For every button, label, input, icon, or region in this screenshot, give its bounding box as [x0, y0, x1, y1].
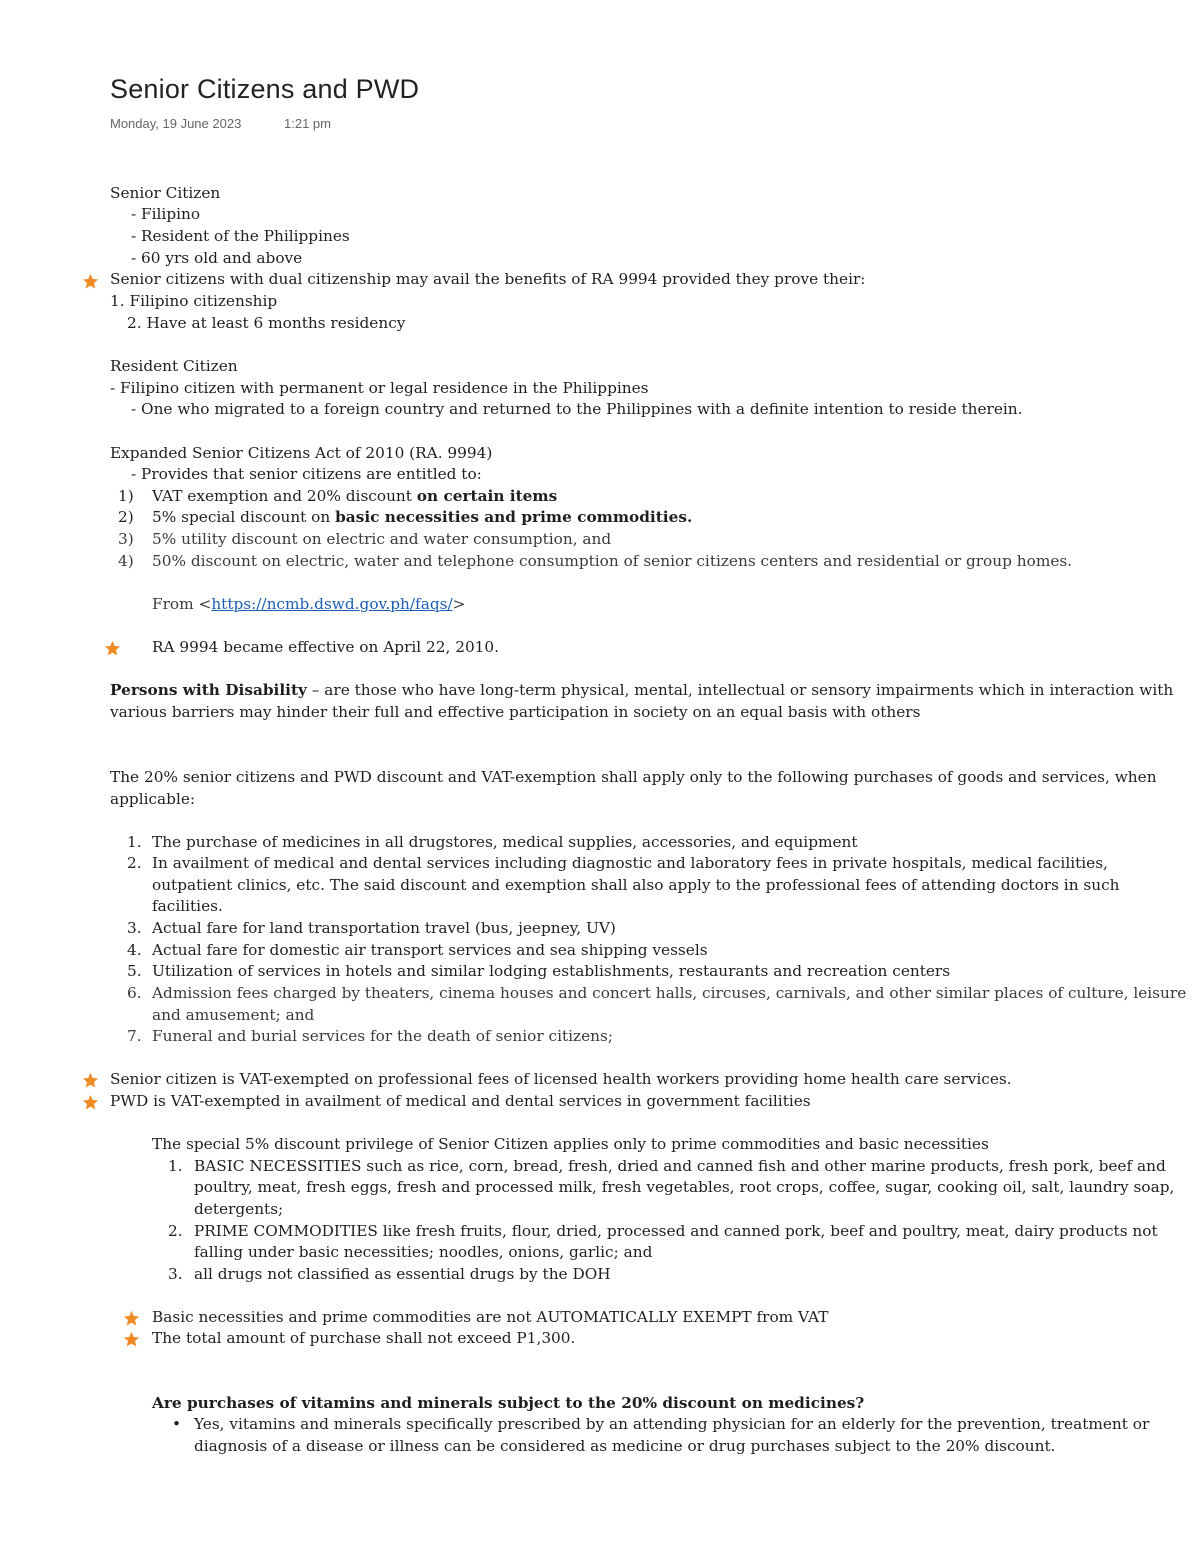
faq-question: Are purchases of vitamins and minerals subject to the 20% discount on medicines? [152, 1394, 865, 1412]
list-item: 50% discount on electric, water and telephone consumption of senior citizens centers and residential or group homes. [152, 552, 1073, 570]
senior-citizen-heading: Senior Citizen [110, 184, 221, 202]
list-item: 5% utility discount on electric and water consumption, and [152, 530, 612, 548]
list-number: 3. [168, 1265, 183, 1283]
list-item: Admission fees charged by theaters, cinema houses and concert halls, circuses, carnivals, and other similar places of culture, leisure [152, 984, 1187, 1002]
list-item: - Resident of the Philippines [131, 227, 350, 245]
list-item: In availment of medical and dental services including diagnostic and laboratory fees in private hospitals, medical facilities, [152, 854, 1108, 872]
faq-answer-cont: diagnosis of a disease or illness can be considered as medicine or drug purchases subject to the 20% discount. [194, 1437, 1056, 1455]
pwd-definition: Persons with Disability – are those who have long-term physical, mental, intellectual or sensory impairments which in interaction with [110, 681, 1174, 699]
pwd-definition-cont: various barriers may hinder their full and effective participation in society on an equal basis with others [110, 703, 921, 721]
list-item: Utilization of services in hotels and similar lodging establishments, restaurants and recreation centers [152, 962, 951, 980]
list-number: 7. [127, 1027, 142, 1045]
vat-note: Senior citizen is VAT-exempted on professional fees of licensed health workers providing home health care services. [110, 1070, 1012, 1088]
list-number: 1. [127, 833, 142, 851]
list-item: all drugs not classified as essential drugs by the DOH [194, 1265, 611, 1283]
list-item-cont: poultry, meat, fresh eggs, fresh and processed milk, fresh vegetables, root crops, coffee, sugar, cooking oil, salt, laundry soap, [194, 1178, 1175, 1196]
list-number: 2) [118, 508, 134, 526]
discount-intro-cont: applicable: [110, 790, 196, 808]
list-number: 1. [168, 1157, 183, 1175]
list-item: Actual fare for land transportation travel (bus, jeepney, UV) [152, 919, 616, 937]
faq-answer: Yes, vitamins and minerals specifically prescribed by an attending physician for an elderly for the prevention, treatment or [194, 1415, 1150, 1433]
discount-intro: The 20% senior citizens and PWD discount and VAT-exemption shall apply only to the following purchases of goods and services, when [110, 768, 1157, 786]
list-item-cont: detergents; [194, 1200, 284, 1218]
page-title: Senior Citizens and PWD [110, 74, 420, 104]
list-item-cont: and amusement; and [152, 1006, 315, 1024]
list-number: 3. [127, 919, 142, 937]
list-item: VAT exemption and 20% discount on certain items [152, 487, 558, 505]
source-link[interactable]: https://ncmb.dswd.gov.ph/faqs/ [211, 595, 453, 613]
list-item: PRIME COMMODITIES like fresh fruits, flour, dried, processed and canned pork, beef and poultry, meat, dairy products not [194, 1222, 1158, 1240]
list-item-cont: facilities. [152, 897, 223, 915]
note-time: 1:21 pm [284, 116, 331, 131]
list-number: 2. [127, 854, 142, 872]
effective-date-note: RA 9994 became effective on April 22, 2010. [152, 638, 500, 656]
list-item: Actual fare for domestic air transport services and sea shipping vessels [152, 941, 708, 959]
special-discount-intro: The special 5% discount privilege of Senior Citizen applies only to prime commodities and basic necessities [152, 1135, 989, 1153]
act-heading: Expanded Senior Citizens Act of 2010 (RA. 9994) [110, 444, 493, 462]
list-item: Funeral and burial services for the death of senior citizens; [152, 1027, 614, 1045]
star-icon [104, 640, 121, 657]
vat-note: PWD is VAT-exempted in availment of medical and dental services in government facilities [110, 1092, 811, 1110]
special-note: Basic necessities and prime commodities are not AUTOMATICALLY EXEMPT from VAT [152, 1308, 829, 1326]
list-number: 1) [118, 487, 134, 505]
list-number: 6. [127, 984, 142, 1002]
source-citation: From <https://ncmb.dswd.gov.ph/faqs/> [152, 595, 466, 613]
dual-citizenship-note: Senior citizens with dual citizenship may avail the benefits of RA 9994 provided they prove their: [110, 270, 866, 288]
act-intro: - Provides that senior citizens are entitled to: [131, 465, 482, 483]
list-item: The purchase of medicines in all drugstores, medical supplies, accessories, and equipment [152, 833, 858, 851]
list-item: - Filipino [131, 205, 201, 223]
star-icon [123, 1310, 140, 1327]
list-item: - One who migrated to a foreign country and returned to the Philippines with a definite intention to reside therein. [131, 400, 1023, 418]
list-number: 5. [127, 962, 142, 980]
list-item: 2. Have at least 6 months residency [127, 314, 406, 332]
list-item: - Filipino citizen with permanent or legal residence in the Philippines [110, 379, 649, 397]
list-item-cont: falling under basic necessities; noodles, onions, garlic; and [194, 1243, 653, 1261]
star-icon [82, 1072, 99, 1089]
star-icon [82, 273, 99, 290]
list-item: 1. Filipino citizenship [110, 292, 278, 310]
star-icon [123, 1331, 140, 1348]
list-number: 4) [118, 552, 134, 570]
special-note: The total amount of purchase shall not exceed P1,300. [152, 1329, 576, 1347]
list-number: 3) [118, 530, 134, 548]
list-item: 5% special discount on basic necessities and prime commodities. [152, 508, 693, 526]
list-number: 2. [168, 1222, 183, 1240]
star-icon [82, 1094, 99, 1111]
list-item-cont: outpatient clinics, etc. The said discount and exemption shall also apply to the professional fees of attending doctors in such [152, 876, 1120, 894]
resident-citizen-heading: Resident Citizen [110, 357, 238, 375]
bullet: • [172, 1415, 182, 1433]
list-item: - 60 yrs old and above [131, 249, 303, 267]
list-item: BASIC NECESSITIES such as rice, corn, bread, fresh, dried and canned fish and other marine products, fresh pork, beef and [194, 1157, 1166, 1175]
list-number: 4. [127, 941, 142, 959]
note-date: Monday, 19 June 2023 [110, 116, 242, 131]
